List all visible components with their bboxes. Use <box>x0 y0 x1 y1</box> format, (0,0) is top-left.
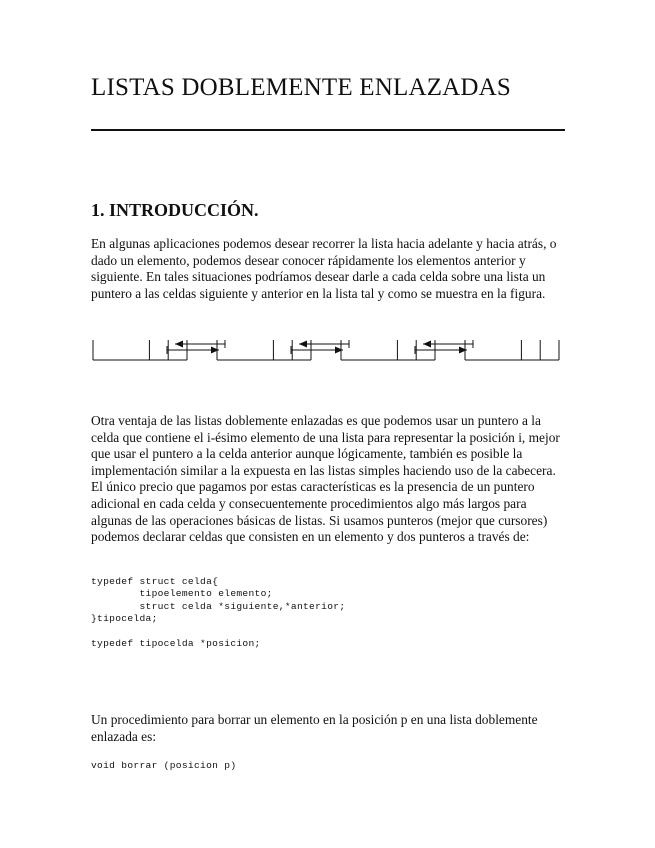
title-divider <box>91 129 565 131</box>
code-block-borrar: void borrar (posicion p) <box>91 760 237 771</box>
pointer-link <box>415 340 473 354</box>
pointer-link <box>291 340 349 354</box>
paragraph-delete-procedure: Un procedimiento para borrar un elemento en la posición p en una lista doblemente enlazada es: <box>91 712 538 744</box>
paragraph-intro: En algunas aplicaciones podemos desear recorrer la lista hacia adelante y hacia atrás, o dado un elemento, podemos desear conocer rápidamente los elementos anterior y siguiente. En tales situaciones podríamos desear darle a cada celda sobre una lista un puntero a las celdas siguiente y anterior en la lista tal y como se muestra en la figura. <box>91 236 557 301</box>
code-block-struct: typedef struct celda{ tipoelemento elemento; struct celda *siguiente,*anterior; }tipocelda; typedef tipocelda *posicion; <box>91 576 346 650</box>
list-cell <box>465 340 559 360</box>
page-title: LISTAS DOBLEMENTE ENLAZADAS <box>91 74 512 101</box>
doubly-linked-list-diagram <box>88 334 568 368</box>
diagram-links <box>167 340 473 354</box>
paragraph-advantages: Otra ventaja de las listas doblemente enlazadas es que podemos usar un puntero a la celda que contiene el i-ésimo elemento de una lista para representar la posición i, mejor que usar el puntero a la celda anterior aunque lógicamente, también es posible la implementación similar a la expuesta en las listas simples haciendo uso de la cabecera. El único precio que pagamos por estas características es la presencia de un puntero adicional en cada celda y consecuentemente procedimientos algo más largos para algunas de las operaciones básicas de listas. Si usamos punteros (mejor que cursores) podemos declarar celdas que consisten en un elemento y dos punteros a través de: <box>91 413 560 545</box>
pointer-link <box>167 340 225 354</box>
section-heading: 1. INTRODUCCIÓN. <box>91 200 259 220</box>
